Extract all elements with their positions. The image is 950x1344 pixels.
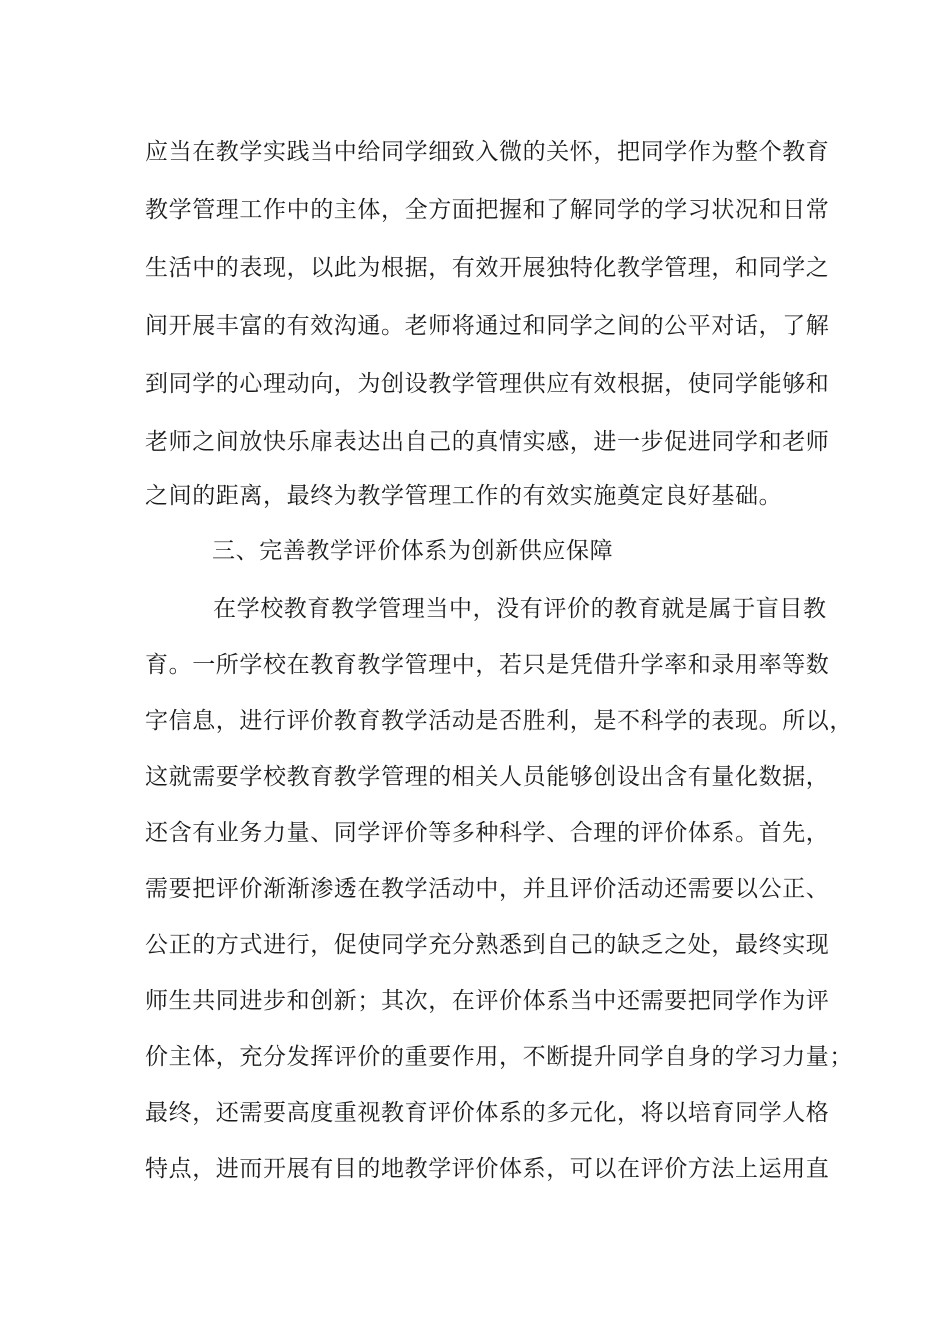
paragraph-line: 最终，还需要高度重视教育评价体系的多元化，将以培育同学人格 — [145, 1100, 830, 1126]
paragraph-line: 教学管理工作中的主体，全方面把握和了解同学的学习状况和日常 — [145, 197, 830, 223]
paragraph-line: 公正的方式进行，促使同学充分熟悉到自己的缺乏之处，最终实现 — [145, 932, 830, 958]
paragraph-line: 还含有业务力量、同学评价等多种科学、合理的评价体系。首先， — [145, 820, 830, 846]
paragraph-line: 在学校教育教学管理当中，没有评价的教育就是属于盲目教 — [213, 596, 827, 622]
paragraph-line: 字信息，进行评价教育教学活动是否胜利，是不科学的表现。所以， — [145, 708, 853, 734]
paragraph-line: 应当在教学实践当中给同学细致入微的关怀，把同学作为整个教育 — [145, 139, 830, 165]
paragraph-line: 师生共同进步和创新；其次，在评价体系当中还需要把同学作为评 — [145, 988, 830, 1014]
paragraph-line: 需要把评价渐渐渗透在教学活动中，并且评价活动还需要以公正、 — [145, 876, 830, 902]
paragraph-line: 之间的距离，最终为教学管理工作的有效实施奠定良好基础。 — [145, 483, 783, 509]
paragraph-line: 育。一所学校在教育教学管理中，若只是凭借升学率和录用率等数 — [145, 652, 830, 678]
paragraph-line: 到同学的心理动向，为创设教学管理供应有效根据，使同学能够和 — [145, 371, 830, 397]
paragraph-line: 特点，进而开展有目的地教学评价体系，可以在评价方法上运用直 — [145, 1156, 830, 1182]
paragraph-line: 老师之间放快乐扉表达出自己的真情实感，进一步促进同学和老师 — [145, 429, 830, 455]
paragraph-line: 生活中的表现，以此为根据，有效开展独特化教学管理，和同学之 — [145, 255, 830, 281]
section-heading: 三、完善教学评价体系为创新供应保障 — [212, 538, 614, 564]
paragraph-line: 这就需要学校教育教学管理的相关人员能够创设出含有量化数据， — [145, 764, 830, 790]
paragraph-line: 价主体，充分发挥评价的重要作用，不断提升同学自身的学习力量； — [145, 1044, 853, 1070]
paragraph-line: 间开展丰富的有效沟通。老师将通过和同学之间的公平对话，了解 — [145, 313, 830, 339]
